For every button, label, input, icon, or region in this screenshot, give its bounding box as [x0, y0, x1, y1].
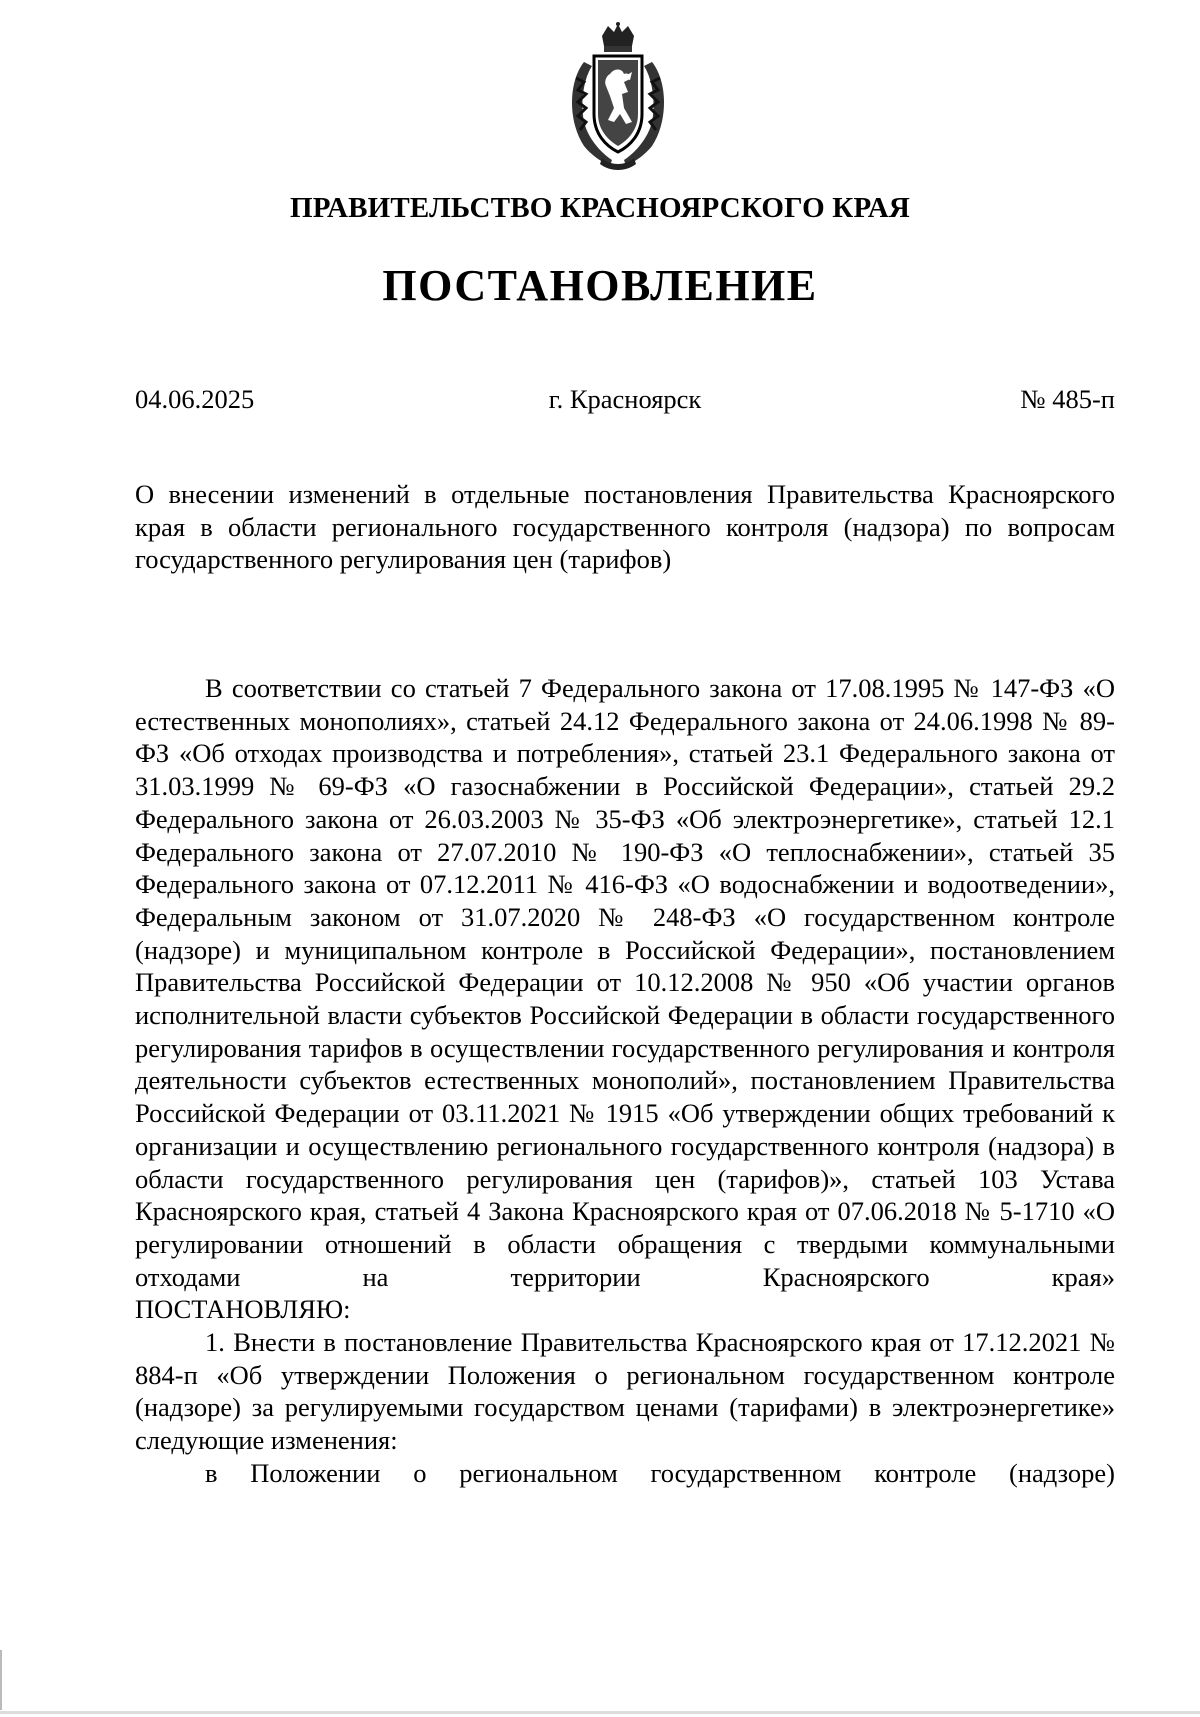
document-number: № 485-п [1020, 384, 1115, 414]
document-type-title: ПОСТАНОВЛЕНИЕ [382, 261, 818, 310]
government-title: ПРАВИТЕЛЬСТВО КРАСНОЯРСКОГО КРАЯ [289, 192, 911, 224]
preamble-paragraph: В соответствии со статьей 7 Федерального закона от 17.08.1995 № 147-ФЗ «О естественных монополиях», статьей 24.12 Федерального закона от 24.06.1998 № 89-ФЗ «Об отходах производства и потребления», статьей 23.1 Федерального закона от 31.03.1999 № 69-ФЗ «О газоснабжении в Российской Федерации», статьей 29.2 Федерального закона от 26.03.2003 № 35-ФЗ «Об электроэнергетике», статьей 12.1 Федерального закона от 27.07.2010 № 190-ФЗ «О теплоснабжении», статьей 35 Федерального закона от 07.12.2011 № 416-ФЗ «О водоснабжении и водоотведении», Федеральным законом от 31.07.2020 № 248-ФЗ «О государственном контроле (надзоре) и муниципальном контроле в Российской Федерации», постановлением Правительства Российской Федерации от 10.12.2008 № 950 «Об участии органов исполнительной власти субъектов Российской Федерации в области государственного регулирования тарифов в осуществлении государственного регулирования и контроля деятельности субъектов естественных монополий», постановлением Правительства Российской Федерации от 03.11.2021 № 1915 «Об утверждении общих требований к организации и осуществлению регионального государственного контроля (надзора) в области государственного регулирования цен (тарифов)», статьей 103 Устава Красноярского края, статьей 4 Закона Красноярского края от 07.06.2018 № 5-1710 «О регулировании отношений в области обращения с твердыми коммунальными отходами на территории Красноярского края» [135, 673, 1115, 1292]
item-1-paragraph: 1. Внести в постановление Правительства Красноярского края от 17.12.2021 № 884-п «Об утверждении Положения о региональном государственном контроле (надзоре) за регулируемыми государством ценами (тарифами) в электроэнергетике» следующие изменения: [135, 1327, 1115, 1456]
document-date: 04.06.2025 [135, 384, 255, 414]
document-subject: О внесении изменений в отдельные постановления Правительства Красноярского края в области регионального государственного контроля (надзора) по вопросам государственного регулирования цен (тарифов) [135, 479, 1115, 575]
document-city: г. Красноярск [548, 384, 702, 414]
item-1-sub-paragraph: в Положении о региональном государственном контроле (надзоре) [205, 1457, 1115, 1488]
document-meta-row [135, 383, 1115, 415]
scan-edge-mark [0, 1650, 2, 1710]
coat-of-arms-icon [562, 22, 674, 174]
document-body [135, 672, 1115, 1490]
scan-bottom-mark [0, 1711, 1200, 1714]
decree-word: ПОСТАНОВЛЯЮ: [135, 1294, 351, 1325]
